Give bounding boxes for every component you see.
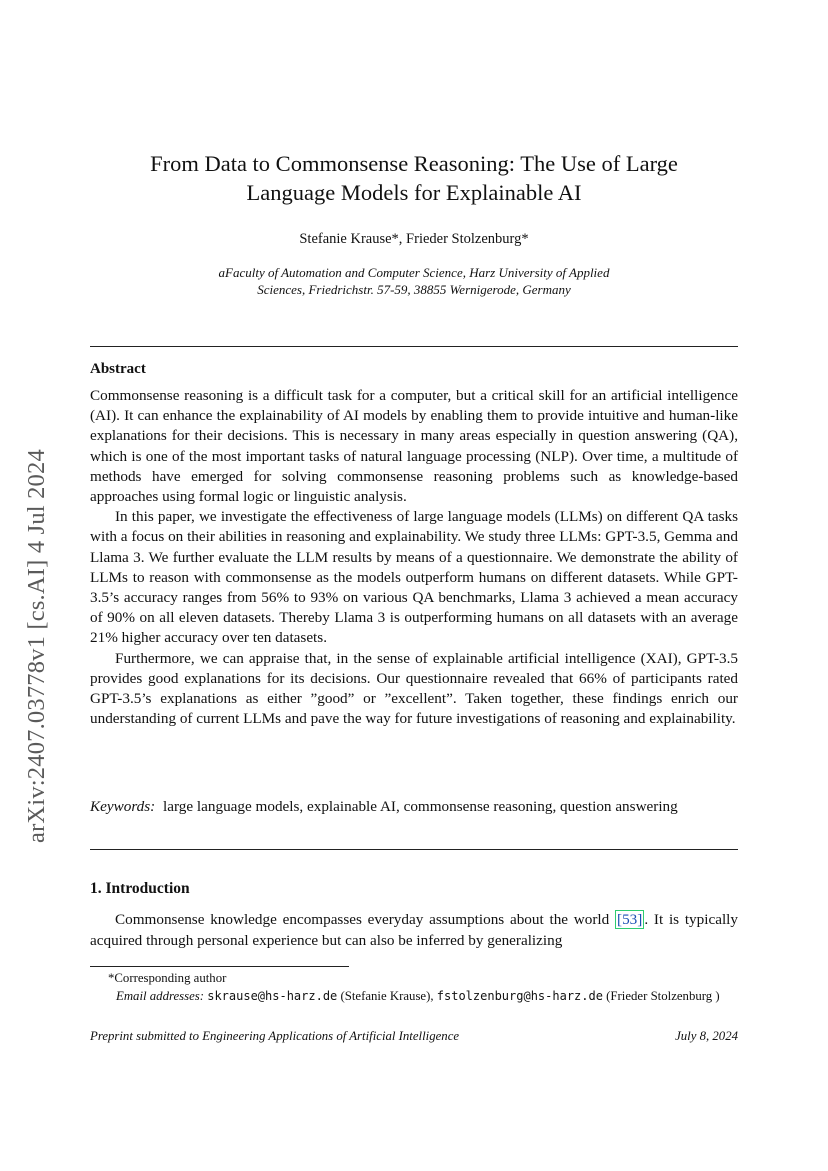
title-line-1: From Data to Commonsense Reasoning: The Use of Large	[150, 151, 678, 176]
affiliation-line-1: aFaculty of Automation and Computer Science, Harz University of Applied	[218, 265, 610, 280]
title-line-2: Language Models for Explainable AI	[246, 180, 582, 205]
arxiv-identifier: arXiv:2407.03778v1 [cs.AI] 4 Jul 2024	[23, 449, 50, 843]
email-2: fstolzenburg@hs-harz.de	[436, 988, 603, 1003]
footnote-corresponding: *Corresponding author	[108, 971, 227, 985]
top-rule	[90, 346, 738, 347]
intro-paragraph	[90, 909, 738, 951]
intro-text-end: . It is typically acquired through personal experience but can also be inferred by generalizing	[90, 911, 738, 949]
email-owner-1: (Stefanie Krause),	[337, 988, 437, 1003]
abstract-paragraph-1: Commonsense reasoning is a difficult task for a computer, but a critical skill for an artificial intelligence (AI). It can enhance the explainability of AI models by enabling them to provide intuitive and human-like explanations for their decisions. This is necessary in many areas especially in question answering (QA), which is one of the most important tasks of natural language processing (NLP). Over time, a multitude of methods have emerged for solving commonsense reasoning problems such as knowledge-based approaches using formal logic or linguistic analysis.	[90, 387, 738, 506]
bottom-rule	[90, 849, 738, 850]
email-label: Email addresses:	[116, 988, 205, 1003]
affiliation-line-2: Sciences, Friedrichstr. 57-59, 38855 Wernigerode, Germany	[257, 282, 571, 297]
keywords-text: large language models, explainable AI, commonsense reasoning, question answering	[163, 798, 678, 815]
paper-title	[90, 149, 738, 207]
footnotes	[90, 970, 738, 1005]
preprint-date: July 8, 2024	[675, 1029, 738, 1043]
footnote-emails	[90, 988, 738, 1006]
intro-text-start: Commonsense knowledge encompasses everyday assumptions about the world	[115, 911, 616, 928]
email-owner-2: (Frieder Stolzenburg )	[602, 988, 720, 1003]
abstract-paragraph-3: Furthermore, we can appraise that, in the sense of explainable artificial intelligence (XAI), GPT-3.5 provides good explanations for its decisions. Our questionnaire revealed that 66% of participants rated GPT-3.5’s explanations as either ”good” or ”excellent”. Taken together, these findings enrich our understanding of current LLMs and pave the way for future investigations of reasoning and explainability.	[90, 649, 738, 728]
abstract-heading: Abstract	[90, 361, 146, 377]
keywords-label: Keywords:	[90, 798, 156, 815]
abstract-body	[90, 386, 738, 729]
email-1: skrause@hs-harz.de	[207, 988, 338, 1003]
footnote-rule	[90, 966, 349, 967]
authors: Stefanie Krause*, Frieder Stolzenburg*	[299, 231, 529, 247]
preprint-footer	[90, 1029, 738, 1044]
abstract-paragraph-2: In this paper, we investigate the effectiveness of large language models (LLMs) on different QA tasks with a focus on their abilities in reasoning and explainability. We study three LLMs: GPT-3.5, Gemma and Llama 3. We further evaluate the LLM results by means of a questionnaire. We demonstrate the ability of LLMs to reason with commonsense as the models outperform humans on different datasets. While GPT-3.5’s accuracy ranges from 56% to 93% on various QA benchmarks, Llama 3 achieved a mean accuracy of 90% on all eleven datasets. Thereby Llama 3 is outperforming humans on all datasets with an average 21% higher accuracy over ten datasets.	[90, 508, 738, 647]
section-heading: 1. Introduction	[90, 880, 190, 897]
affiliation	[90, 264, 738, 298]
preprint-text: Preprint submitted to Engineering Applications of Artificial Intelligence	[90, 1029, 460, 1043]
citation-link[interactable]: [53]	[617, 911, 643, 928]
keywords	[90, 797, 738, 817]
